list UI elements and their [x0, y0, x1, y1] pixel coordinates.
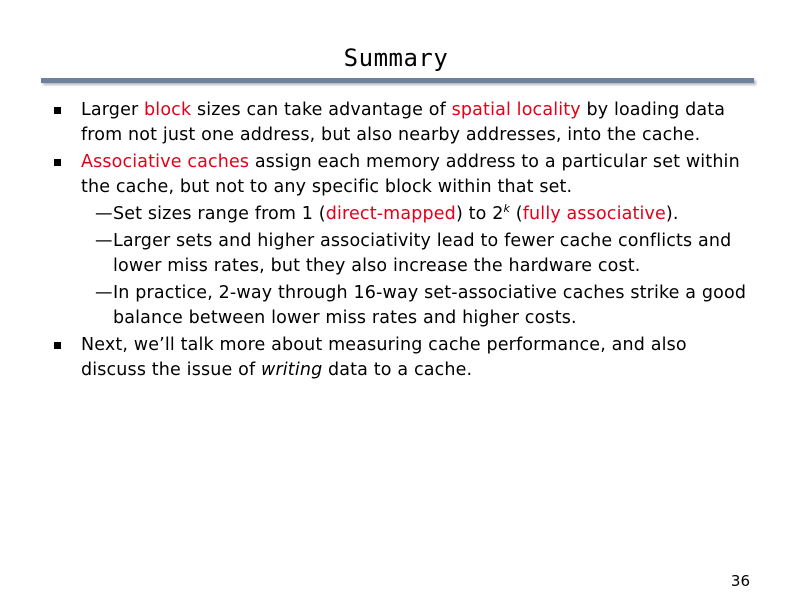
superscript-k: k [503, 202, 511, 215]
text-segment: assign each memory address to a particular set within the cache, but not to any specific block within that set. [81, 152, 740, 197]
text-segment: data to a cache. [322, 360, 473, 380]
square-bullet-icon [54, 342, 61, 349]
slide-title: Summary [343, 44, 449, 72]
title-rule [41, 78, 754, 83]
term-writing: writing [260, 360, 323, 380]
bullet-item-next [52, 333, 752, 383]
text-segment: Larger sets and higher associativity lead to fewer cache conflicts and lower miss rates, but they also increase the hardware cost. [113, 231, 732, 276]
dash-bullet-icon: — [95, 231, 113, 251]
text-segment: ( [510, 204, 523, 224]
sub-item-larger-sets [52, 229, 752, 279]
term-direct-mapped: direct-mapped [325, 204, 456, 224]
dash-bullet-icon: — [95, 204, 113, 224]
sub-item-set-sizes [52, 202, 752, 227]
term-block: block [144, 100, 192, 120]
text-segment: ) to 2 [455, 204, 504, 224]
bullet-item-associative-caches [52, 150, 752, 200]
square-bullet-icon [54, 159, 61, 166]
bullet-item-block-sizes [52, 98, 752, 148]
term-associative-caches: Associative caches [81, 152, 250, 172]
text-segment: ). [665, 204, 679, 224]
sub-item-in-practice [52, 281, 752, 331]
text-segment: Set sizes range from 1 ( [113, 204, 326, 224]
text-segment: Larger [81, 100, 145, 120]
text-segment: sizes can take advantage of [191, 100, 452, 120]
text-segment: In practice, 2-way through 16-way set-associative caches strike a good balance between lower miss rates and higher costs. [113, 283, 747, 328]
page-number: 36 [730, 572, 750, 590]
text-segment: by loading data from not just one address, but also nearby addresses, into the cache. [81, 100, 726, 145]
term-fully-associative: fully associative [522, 204, 666, 224]
term-spatial-locality: spatial locality [451, 100, 581, 120]
square-bullet-icon [54, 107, 61, 114]
text-segment: Next, we’ll talk more about measuring cache performance, and also discuss the issue of [81, 335, 687, 380]
bullet-list [52, 98, 752, 385]
dash-bullet-icon: — [95, 283, 113, 303]
